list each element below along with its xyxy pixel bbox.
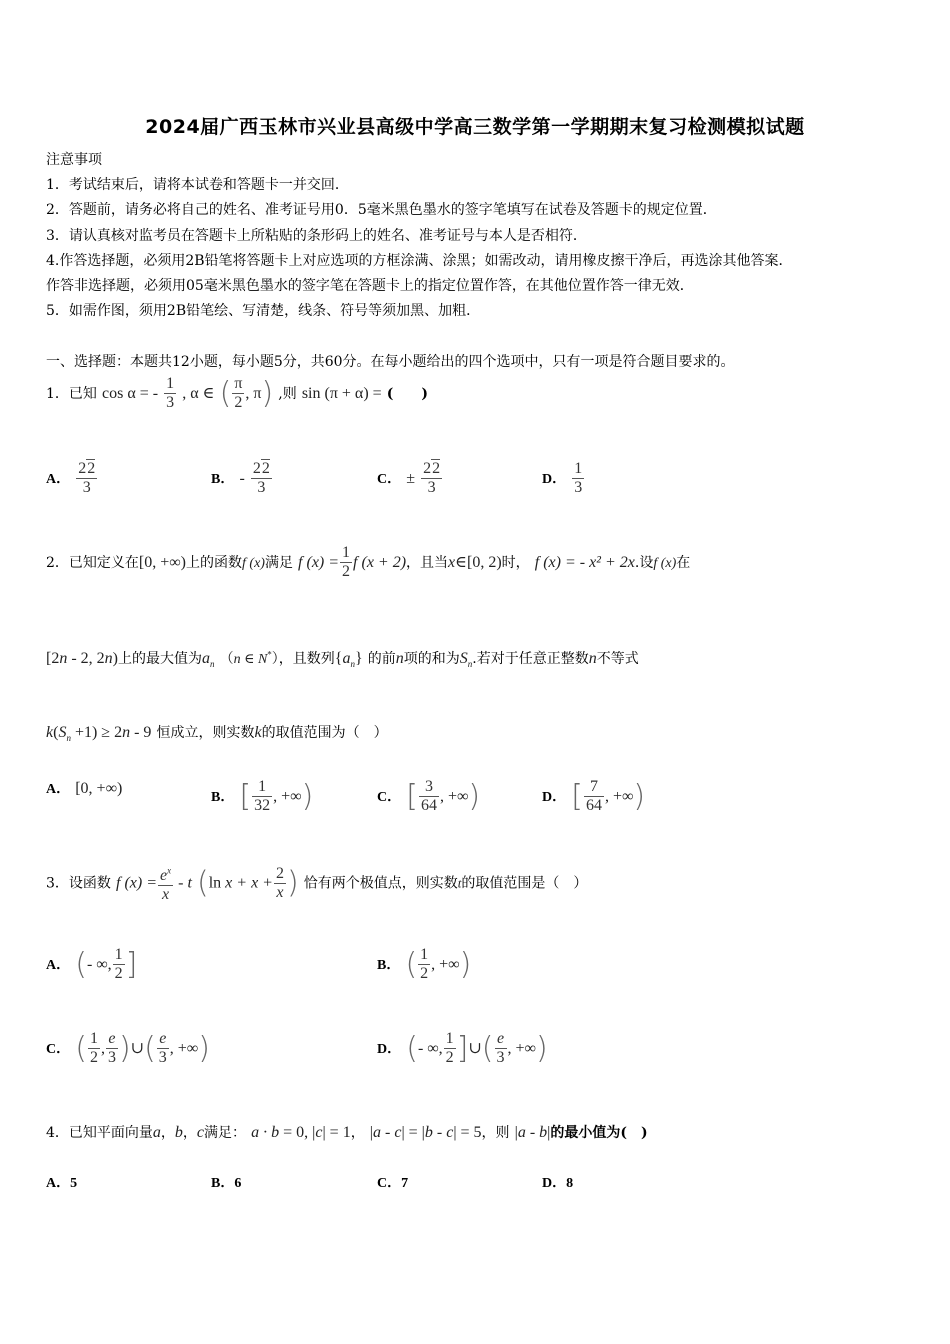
- q1-cond-a: cos α = -: [102, 385, 159, 402]
- notice-item: 5．如需作图，须用2B铅笔绘、写清楚，线条、符号等须加黑、加粗．: [46, 303, 481, 319]
- q1-option-c: C． ± $\frac{22}{3}$: [377, 460, 441, 496]
- q1-prefix: 1．已知: [46, 386, 97, 402]
- question-1: 1．已知 cos α = - $\frac{1}{3}$ , α ∈ ( $\frac{\pi}{2}$ , π) ,则 sin (π + α) = ( ): [46, 375, 429, 411]
- q2-option-a: A． [0, +∞): [46, 780, 123, 797]
- notice-item: 2．答题前，请务必将自己的姓名、准考证号用0．5毫米黑色墨水的签字笔填写在试卷及答题卡的规定位置．: [46, 202, 717, 218]
- notice-item: 4.作答选择题，必须用2B铅笔将答题卡上对应选项的方框涂满、涂黑；如需改动，请用橡皮擦干净后，再选涂其他答案．: [46, 253, 793, 269]
- q1-tail: ( ): [386, 386, 429, 402]
- fraction-1-3: $\frac{1}{3}$: [166, 375, 175, 411]
- q3-option-a: A． (- ∞, $\frac{1}{2}$ ]: [46, 946, 138, 982]
- section-heading: 一、选择题：本题共12小题，每小题5分，共60分。在每小题给出的四个选项中，只有一项是符合题目要求的。: [46, 354, 735, 370]
- q4-option-a: A．5: [46, 1176, 78, 1191]
- q3-option-b: B． ( $\frac{1}{2}$ , +∞): [377, 946, 472, 982]
- question-2-line-2: [2n - 2, 2n)上的最大值为$a_n$ （n ∈ N*），且数列$\{a_n\}$ 的前n项的和为$S_n$.若对于任意正整数n不等式: [46, 649, 639, 670]
- q3-option-d: D． (- ∞, $\frac{1}{2}$ ]∪( $\frac{e}{3}$ , +∞): [377, 1030, 548, 1066]
- q4-option-b: B．6: [211, 1176, 242, 1191]
- q1-option-b: B． - $\frac{22}{3}$: [211, 460, 270, 496]
- notice-item: 作答非选择题，必须用05毫米黑色墨水的签字笔在答题卡上的指定位置作答，在其他位置作答一律无效．: [46, 278, 694, 294]
- notice-heading: 注意事项: [46, 152, 102, 168]
- q2-option-c: C． [ $\frac{3}{64}$ , +∞): [377, 778, 481, 814]
- q1-option-a: A． $\frac{22}{3}$: [46, 460, 96, 496]
- question-2: 2．已知定义在[0, +∞)上的函数f (x)满足 f (x) = $\frac{1}{2}$ f (x + 2)，且当x∈[0, 2)时， f (x) = - x² + 2x.设f (x)在: [46, 544, 691, 580]
- q1-option-d: D． $\frac{1}{3}$: [542, 460, 583, 496]
- question-4: 4．已知平面向量a，b，c满足： a · b = 0, |c| = 1， |a - c| = |b - c| = 5，则 |a - b|的最小值为( ): [46, 1124, 648, 1141]
- question-2-line-3: $k(S_n +1) \ge 2n - 9$ 恒成立，则实数k的取值范围为（ ）: [46, 724, 388, 744]
- page-title: 2024届广西玉林市兴业县高级中学高三数学第一学期期末复习检测模拟试题: [145, 116, 805, 138]
- q2-option-b: B． [ $\frac{1}{32}$ , +∞): [211, 778, 314, 814]
- q3-option-c: C． ( $\frac{1}{2}$ , $\frac{e}{3}$ )∪( $\frac{e}{3}$ , +∞): [46, 1030, 210, 1066]
- q1-mid: ,则: [278, 386, 297, 402]
- fraction-pi-2: $\frac{\pi}{2}$: [234, 375, 243, 411]
- q1-cond-b: , α ∈: [182, 385, 215, 402]
- q2-option-d: D． [ $\frac{7}{64}$ , +∞): [542, 778, 646, 814]
- q4-option-c: C．7: [377, 1176, 409, 1191]
- q1-expr: sin (π + α) =: [301, 385, 382, 402]
- question-3: 3．设函数 f (x) = $\frac{e^x}{x}$ - t (ln x + x + $\frac{2}{x}$ ) 恰有两个极值点，则实数t的取值范围是（ ）: [46, 862, 587, 904]
- notice-item: 3．请认真核对监考员在答题卡上所粘贴的条形码上的姓名、准考证号与本人是否相符．: [46, 228, 587, 244]
- q4-option-d: D．8: [542, 1176, 574, 1191]
- notice-item: 1．考试结束后，请将本试卷和答题卡一并交回．: [46, 177, 349, 193]
